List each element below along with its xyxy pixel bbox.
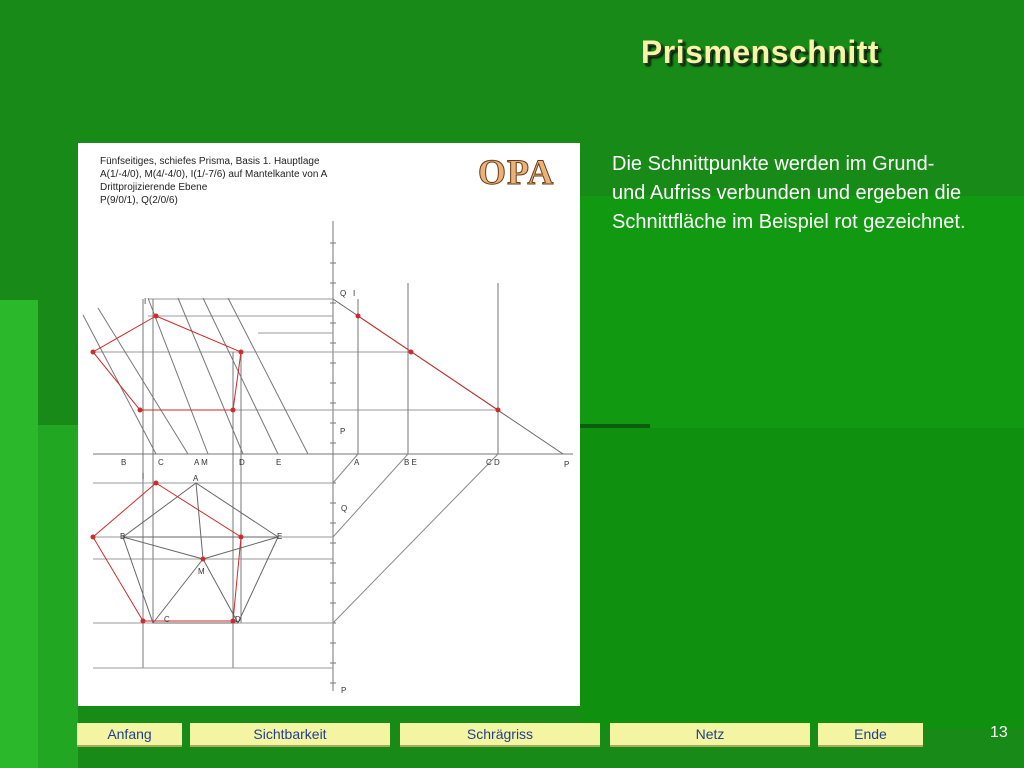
grundriss-pentagon	[123, 483, 278, 623]
page-number: 13	[990, 724, 1008, 741]
label-be-side: B E	[404, 458, 417, 467]
label-e-grund: E	[277, 532, 283, 541]
label-m-grund: M	[198, 567, 205, 576]
label-i-aufriss: I	[144, 297, 147, 306]
bg-shadow-line	[580, 424, 650, 428]
desc-line-4: P(9/0/1), Q(2/0/6)	[100, 195, 178, 206]
label-a-grund: A	[193, 474, 199, 483]
label-cd-side: C D	[486, 458, 500, 467]
label-i-grund: I	[142, 472, 145, 481]
nav-ende-button[interactable]: Ende	[818, 723, 923, 747]
slide-title: Prismenschnitt	[640, 34, 880, 70]
aufriss-edges	[83, 283, 498, 668]
bg-band-right-low	[580, 428, 1024, 728]
section-line-aufriss	[358, 316, 498, 410]
nav-anfang-button[interactable]: Anfang	[77, 723, 182, 747]
drawing-description	[100, 155, 327, 207]
bg-band-left	[0, 300, 38, 768]
desc-line-1: Fünfseitiges, schiefes Prisma, Basis 1. Hauptlage	[100, 156, 320, 167]
nav-sichtbarkeit-button[interactable]: Sichtbarkeit	[190, 723, 390, 747]
slide-body-text: Die Schnittpunkte werden im Grund- und Aufriss verbunden und ergeben die Schnittfläche im Beispiel rot gezeichnet.	[612, 153, 966, 233]
construction-svg	[78, 143, 580, 706]
label-q-top: Q	[340, 289, 347, 298]
label-c-axis: C	[158, 458, 164, 467]
label-i-top: I	[353, 289, 356, 298]
label-p-axis: P	[564, 460, 570, 469]
label-c-grund: C	[164, 615, 170, 624]
label-b-grund: B	[120, 532, 126, 541]
desc-line-3: Drittprojizierende Ebene	[100, 182, 208, 193]
projection-diagonals	[333, 454, 498, 623]
bg-band-left-inner	[38, 425, 78, 768]
label-am-axis: A M	[194, 458, 208, 467]
section-polygon-grundriss	[93, 483, 241, 621]
nav-netz-button[interactable]: Netz	[610, 723, 810, 747]
opa-logo: OPA	[478, 152, 555, 192]
label-p-bottom: P	[341, 686, 347, 695]
label-q-lower: Q	[341, 504, 348, 513]
grundriss-horizontals	[93, 483, 333, 668]
label-d-axis: D	[239, 458, 245, 467]
nav-schraegriss-button[interactable]: Schrägriss	[400, 723, 600, 747]
intersection-points	[91, 314, 501, 624]
desc-line-2: A(1/-4/0), M(4/-4/0), I(1/-7/6) auf Mantelkante von A	[100, 169, 328, 180]
label-e-axis: E	[276, 458, 282, 467]
label-p-top: P	[340, 427, 346, 436]
label-b-axis: B	[121, 458, 127, 467]
label-a-side: A	[354, 458, 360, 467]
label-d-grund: D	[235, 615, 241, 624]
construction-drawing	[78, 143, 580, 706]
